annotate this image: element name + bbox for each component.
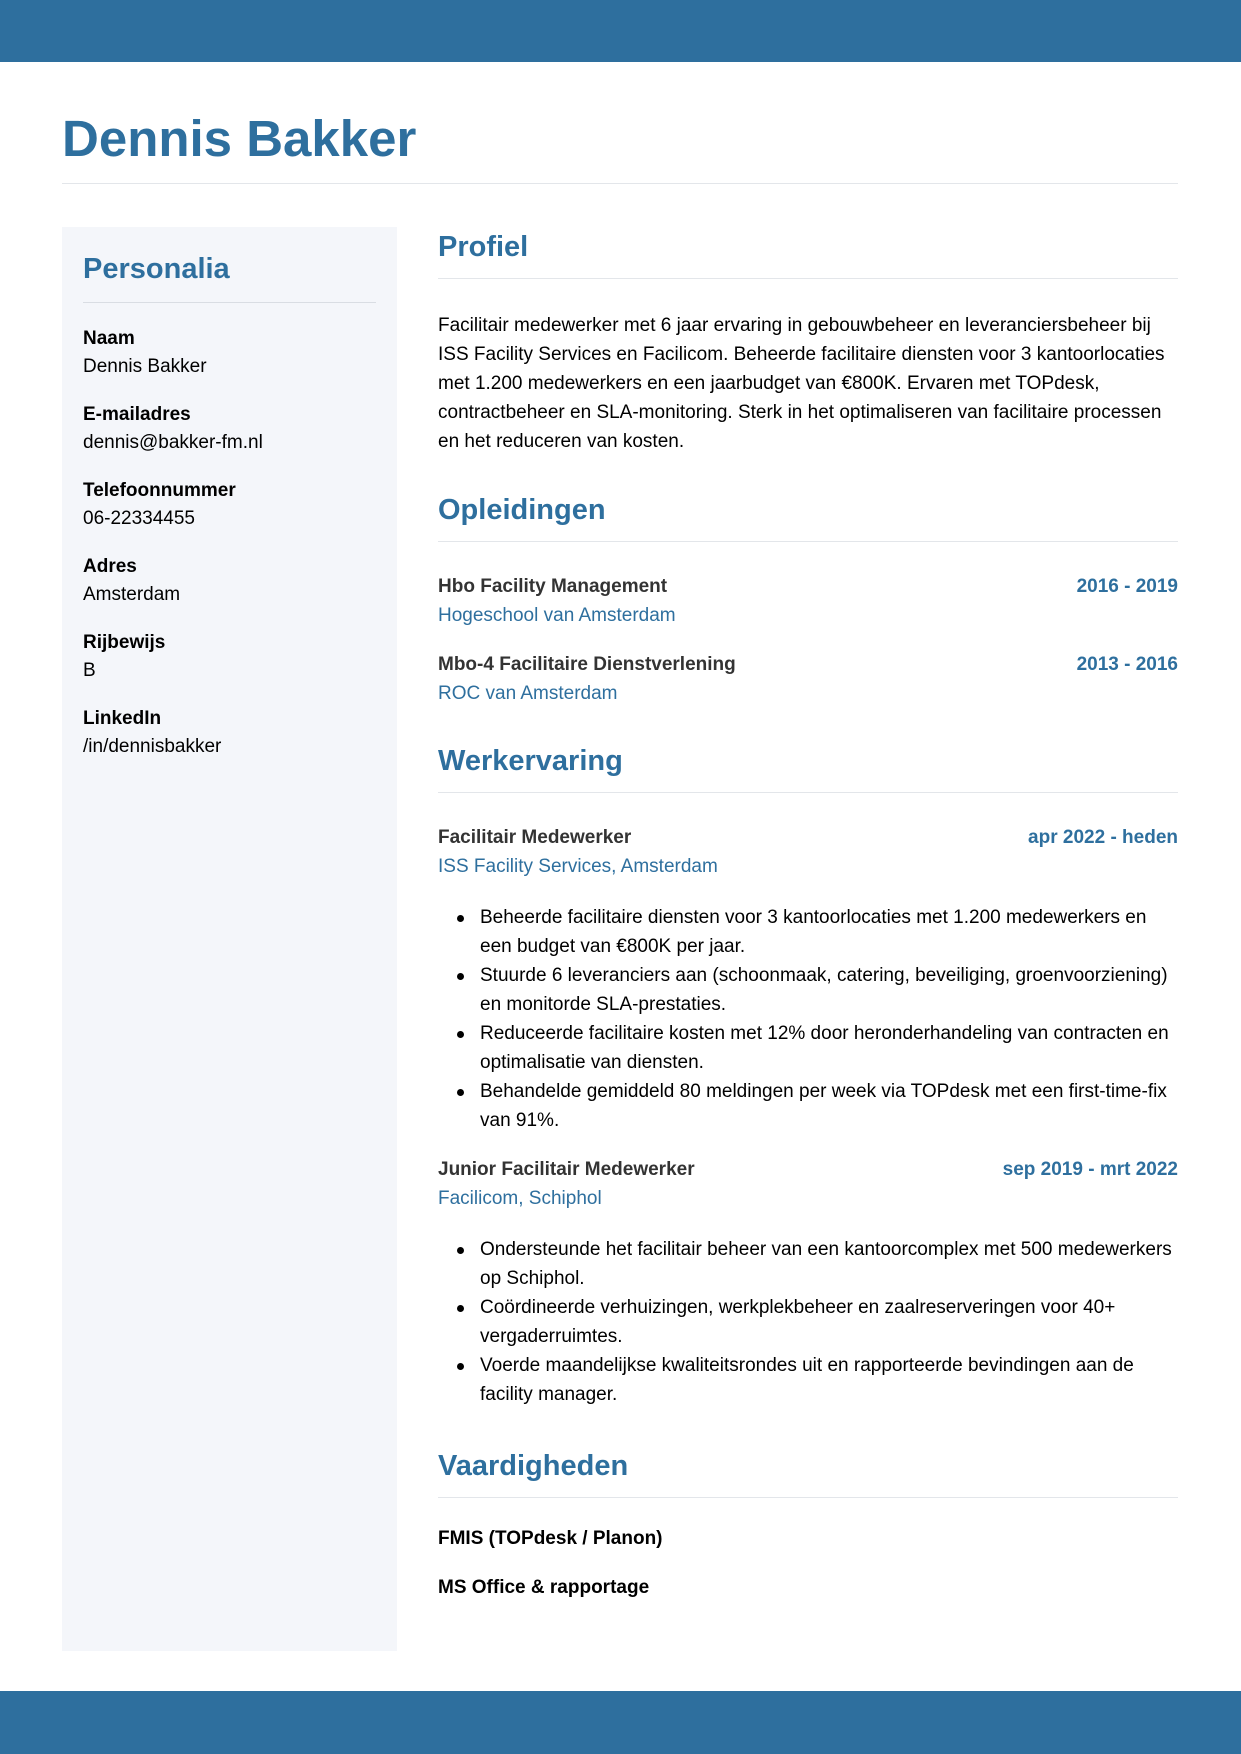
personal-item-email [83, 401, 376, 457]
page-title: Dennis Bakker [62, 110, 417, 167]
profile-text: Facilitair medewerker met 6 jaar ervaring in gebouwbeheer en leveranciersbeheer bij ISS Facility Services en Facilicom. Beheerde facilitaire diensten voor 3 kantoorlocaties met 1.200 medewerkers en een jaarbudget van €800K. Ervaren met TOPdesk, contractbeheer en SLA-monitoring. Sterk in het optimaliseren van facilitaire processen en het reduceren van kosten. [438, 315, 1165, 452]
personal-item-phone [83, 477, 376, 533]
experience-entry [438, 1155, 1178, 1409]
education-date: 2016 - 2019 [1076, 576, 1178, 597]
personalia-heading: Personalia [83, 249, 376, 303]
education-title: Hbo Facility Management [438, 576, 668, 597]
personal-label: Rijbewijs [83, 632, 166, 653]
job-bullets [438, 1235, 1178, 1409]
personal-label: Adres [83, 556, 137, 577]
skill-item: MS Office & rapportage [438, 1577, 650, 1598]
list-item: Voerde maandelijkse kwaliteitsrondes uit en rapporteerde bevindingen aan de facility manager. [438, 1351, 1178, 1409]
profile-section [438, 224, 1178, 456]
personal-label: E-mailadres [83, 404, 191, 425]
personal-item-linkedin [83, 705, 376, 761]
job-company: ISS Facility Services, Amsterdam [438, 856, 718, 877]
profile-heading: Profiel [438, 224, 1178, 279]
job-date: sep 2019 - mrt 2022 [1002, 1159, 1178, 1180]
personal-item-name [83, 325, 376, 381]
list-item: Reduceerde facilitaire kosten met 12% door heronderhandeling van contracten en optimalisatie van diensten. [438, 1019, 1178, 1077]
education-section [438, 487, 1178, 708]
education-title: Mbo-4 Facilitaire Dienstverlening [438, 654, 736, 675]
education-entry [438, 650, 1178, 708]
experience-section [438, 738, 1178, 1409]
list-item: Coördineerde verhuizingen, werkplekbeheer en zaalreserveringen voor 40+ vergaderruimtes. [438, 1293, 1178, 1351]
skills-section [438, 1443, 1178, 1602]
top-banner [0, 0, 1241, 62]
job-title: Facilitair Medewerker [438, 827, 632, 848]
bottom-banner [0, 1691, 1241, 1754]
job-bullets [438, 903, 1178, 1135]
address-value: Amsterdam [83, 584, 181, 605]
education-entry [438, 572, 1178, 630]
skill-item: FMIS (TOPdesk / Planon) [438, 1528, 663, 1549]
phone-value: 06-22334455 [83, 508, 195, 529]
personal-label: Telefoonnummer [83, 480, 236, 501]
linkedin-link[interactable]: /in/dennisbakker [83, 736, 222, 757]
personal-value: Dennis Bakker [83, 356, 207, 377]
personal-item-address [83, 553, 376, 609]
education-school: ROC van Amsterdam [438, 683, 618, 704]
list-item: Stuurde 6 leveranciers aan (schoonmaak, catering, beveiliging, groenvoorziening) en monitorde SLA-prestaties. [438, 961, 1178, 1019]
list-item: Ondersteunde het facilitair beheer van een kantoorcomplex met 500 medewerkers op Schiphol. [438, 1235, 1178, 1293]
skills-heading: Vaardigheden [438, 1443, 1178, 1498]
job-company: Facilicom, Schiphol [438, 1188, 602, 1209]
job-title: Junior Facilitair Medewerker [438, 1159, 695, 1180]
experience-entry [438, 823, 1178, 1135]
education-school: Hogeschool van Amsterdam [438, 605, 676, 626]
list-item: Behandelde gemiddeld 80 meldingen per week via TOPdesk met een first-time-fix van 91%. [438, 1077, 1178, 1135]
personal-label: Naam [83, 328, 135, 349]
personal-label: LinkedIn [83, 708, 162, 729]
education-date: 2013 - 2016 [1076, 654, 1178, 675]
job-date: apr 2022 - heden [1028, 827, 1178, 848]
education-heading: Opleidingen [438, 487, 1178, 542]
experience-heading: Werkervaring [438, 738, 1178, 793]
header-divider [62, 183, 1178, 184]
personal-item-license [83, 629, 376, 685]
personalia-sidebar [62, 227, 397, 1651]
list-item: Beheerde facilitaire diensten voor 3 kantoorlocaties met 1.200 medewerkers en een budget van €800K per jaar. [438, 903, 1178, 961]
email-link[interactable]: dennis@bakker-fm.nl [83, 432, 263, 453]
main-content [438, 224, 1178, 1622]
license-value: B [83, 660, 96, 681]
